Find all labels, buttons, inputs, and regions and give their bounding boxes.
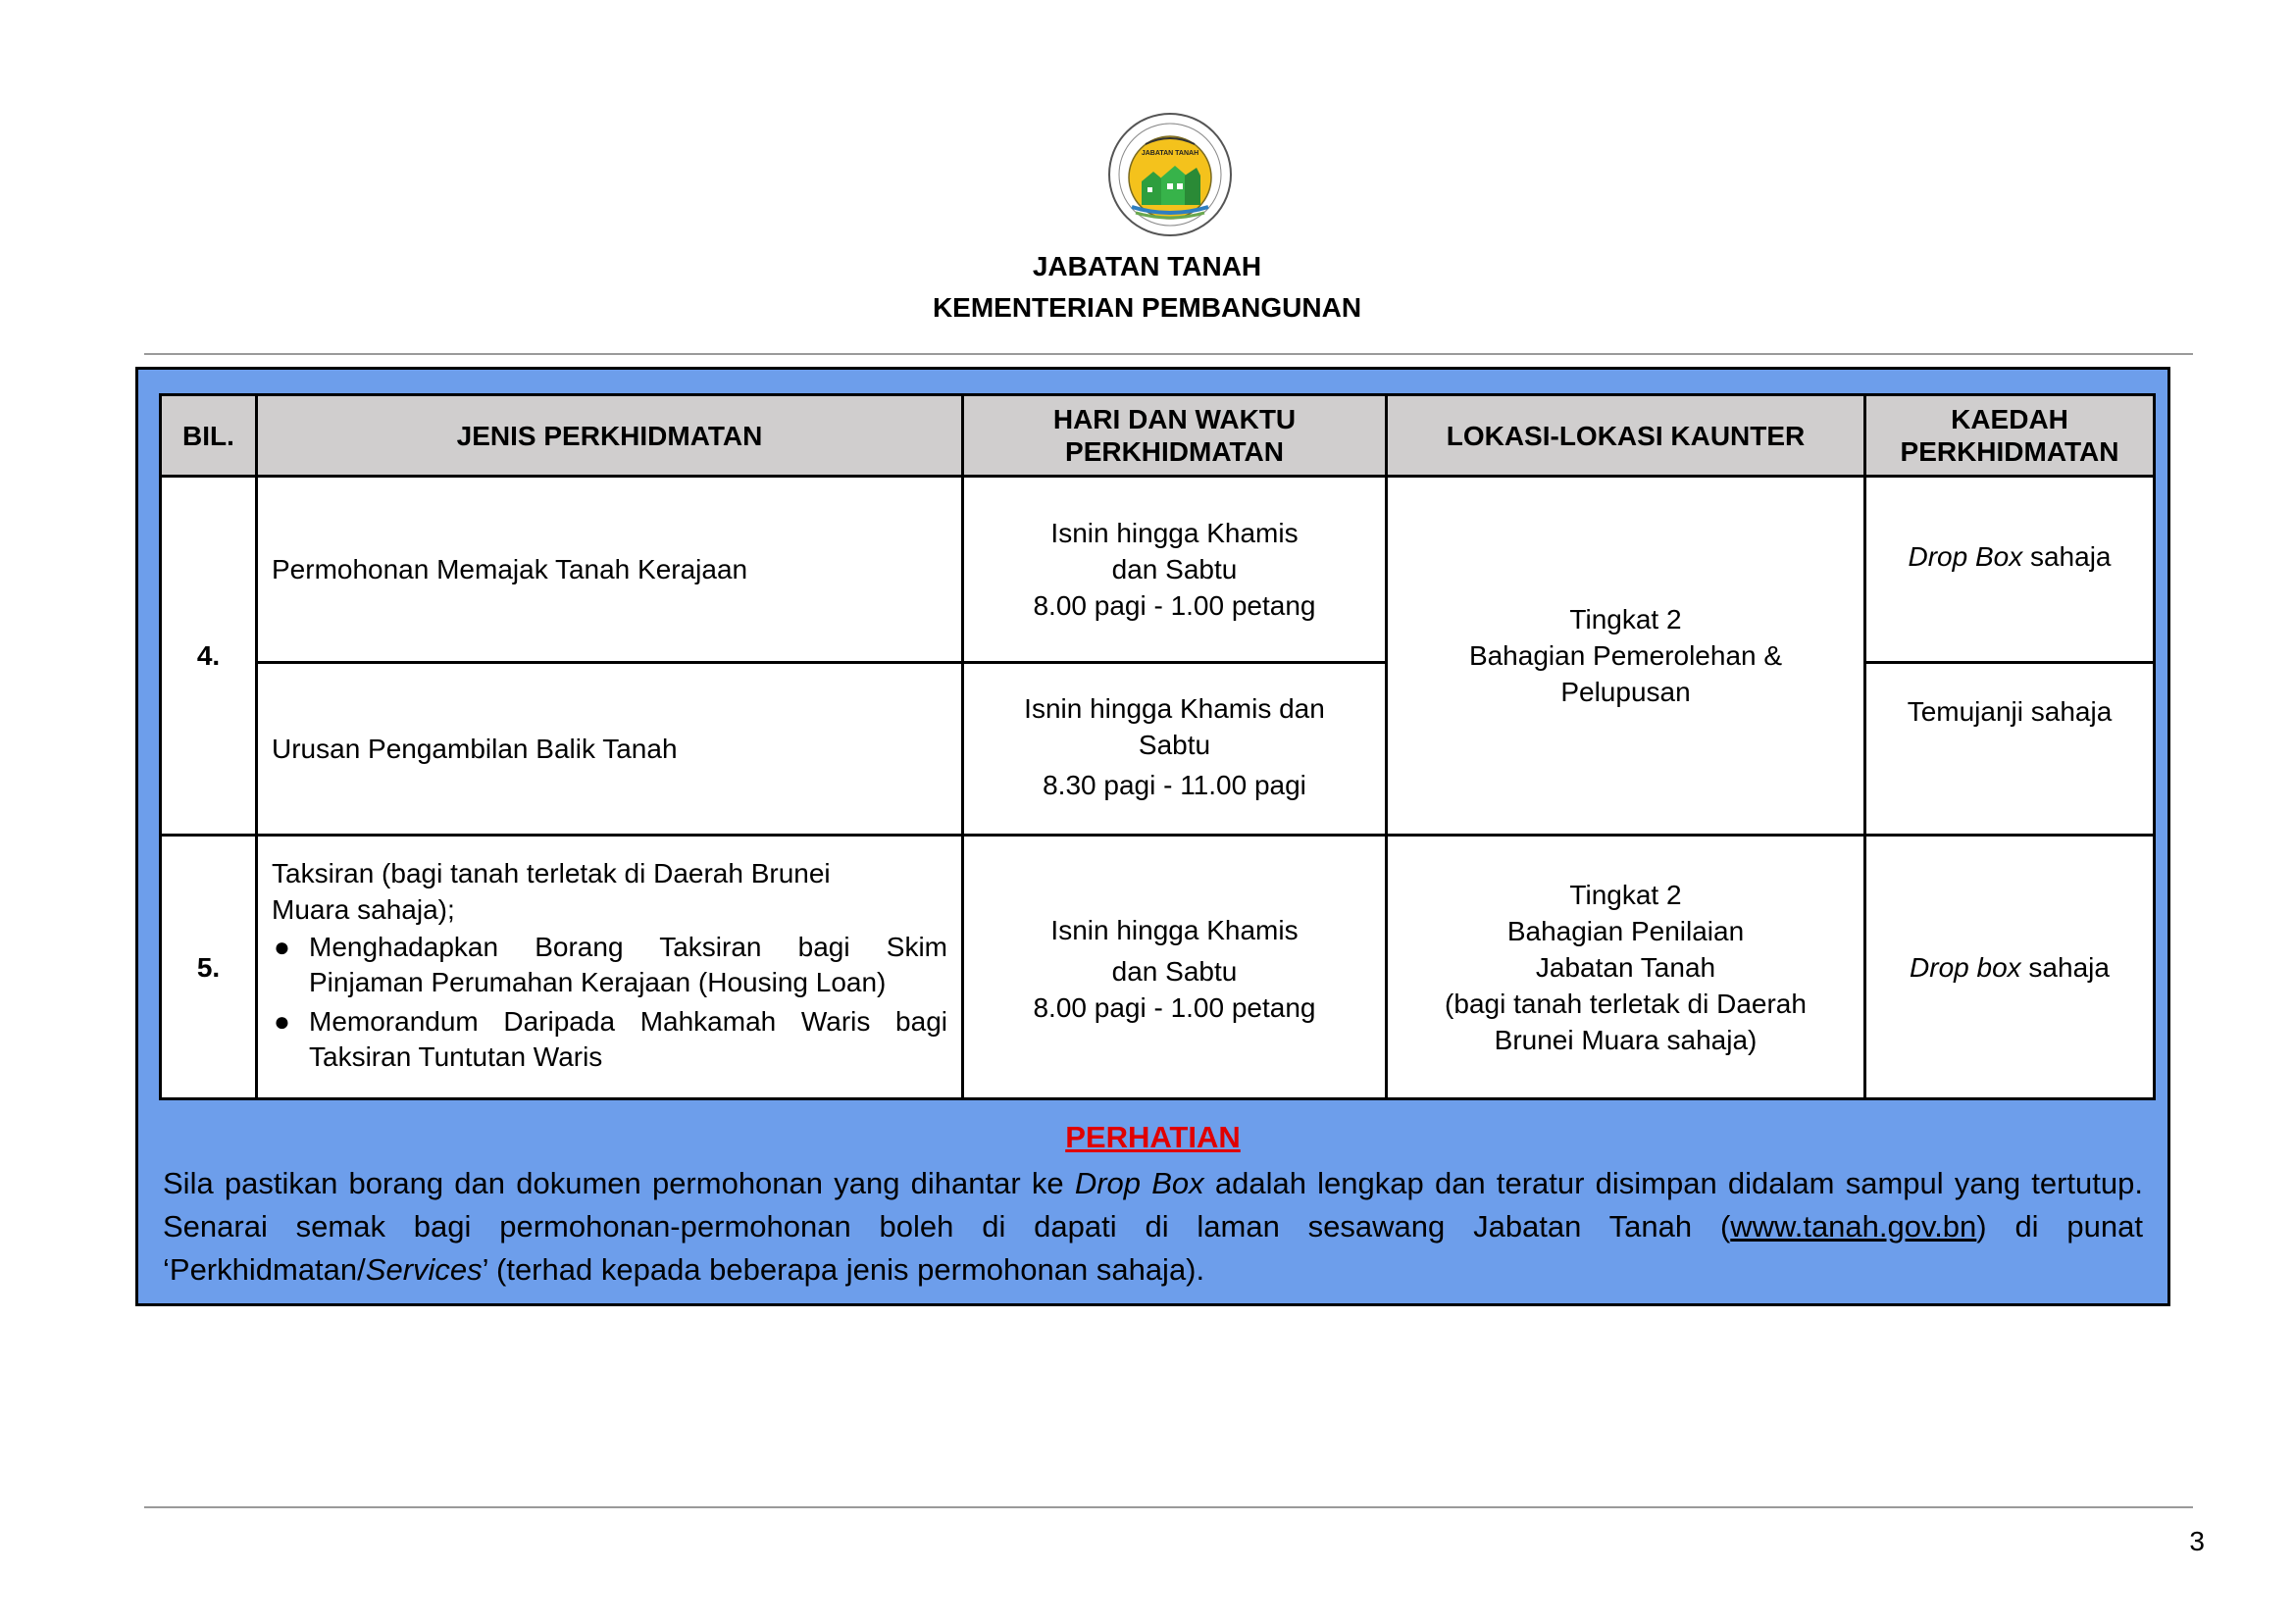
- row-number: 5.: [161, 836, 257, 1099]
- table-header-row: [161, 395, 2155, 477]
- service-method: Temujanji sahaja: [1865, 663, 2155, 836]
- counter-location: Tingkat 2 Bahagian Penilaian Jabatan Tanah (bagi tanah terletak di Daerah Brunei Muara sahaja): [1387, 836, 1865, 1099]
- header-kaedah: KAEDAH PERKHIDMATAN: [1865, 395, 2155, 477]
- service-subitems: [272, 930, 947, 1075]
- service-name: Urusan Pengambilan Balik Tanah: [257, 663, 963, 836]
- header-bil: BIL.: [161, 395, 257, 477]
- service-hours: Isnin hingga Khamis dan Sabtu 8.30 pagi - 11.00 pagi: [963, 663, 1387, 836]
- header-jenis: JENIS PERKHIDMATAN: [257, 395, 963, 477]
- service-method: Drop box sahaja: [1865, 836, 2155, 1099]
- service-hours: Isnin hingga Khamis dan Sabtu 8.00 pagi - 1.00 petang: [963, 836, 1387, 1099]
- svg-text:JABATAN TANAH: JABATAN TANAH: [1141, 150, 1199, 157]
- service-name: Permohonan Memajak Tanah Kerajaan: [257, 477, 963, 663]
- header-lokasi: LOKASI-LOKASI KAUNTER: [1387, 395, 1865, 477]
- notice-text: Sila pastikan borang dan dokumen permohonan yang dihantar ke Drop Box adalah lengkap dan teratur disimpan didalam sampul yang tertutup. Senarai semak bagi permohonan-permohonan boleh di dapati di laman sesawang Jabatan Tanah (www.tanah.gov.bn) di punat ‘Perkhidmatan/Services’ (terhad kepada beberapa jenis permohonan sahaja).: [163, 1166, 2143, 1287]
- footer-divider: [144, 1506, 2193, 1508]
- counter-location: Tingkat 2 Bahagian Pemerolehan & Pelupusan: [1387, 477, 1865, 836]
- services-table: [159, 393, 2156, 1100]
- list-item: ● Menghadapkan Borang Taksiran bagi Skim Pinjaman Perumahan Kerajaan (Housing Loan): [274, 932, 947, 997]
- service-name: Taksiran (bagi tanah terletak di Daerah Brunei Muara sahaja); ● Menghadapkan Borang Taksiran bagi Skim Pinjaman Perumahan Kerajaan (Housing Loan) ● Memorandum Daripada Mahkamah Waris bagi Taksiran Tuntutan Waris: [257, 836, 963, 1099]
- table-row: [161, 836, 2155, 1099]
- list-item: ● Memorandum Daripada Mahkamah Waris bagi Taksiran Tuntutan Waris: [274, 1006, 947, 1072]
- services-panel: [135, 367, 2170, 1306]
- notice-title: PERHATIAN: [1065, 1120, 1241, 1154]
- table-row: [161, 477, 2155, 663]
- service-method: Drop Box sahaja: [1865, 477, 2155, 663]
- row-number: 4.: [161, 477, 257, 836]
- website-link[interactable]: www.tanah.gov.bn: [1730, 1209, 1977, 1243]
- ministry-name: KEMENTERIAN PEMBANGUNAN: [932, 292, 1362, 323]
- jabatan-tanah-logo: [1106, 111, 1234, 238]
- header-divider: [144, 353, 2193, 355]
- department-name: JABATAN TANAH: [1032, 251, 1262, 281]
- header-hari: HARI DAN WAKTU PERKHIDMATAN: [963, 395, 1387, 477]
- service-hours: Isnin hingga Khamis dan Sabtu 8.00 pagi - 1.00 petang: [963, 477, 1387, 663]
- page-number: 3: [2189, 1526, 2205, 1556]
